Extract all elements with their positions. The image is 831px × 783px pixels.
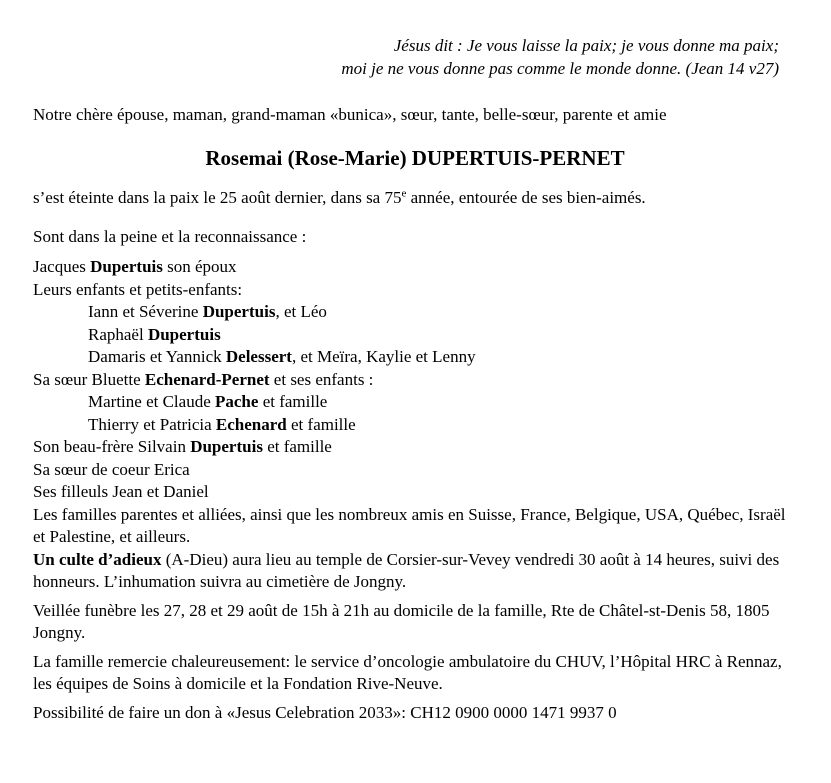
family-surname-bold: Dupertuis <box>202 302 276 321</box>
scripture-quote <box>0 34 779 80</box>
death-announcement <box>33 187 797 209</box>
family-line-text: Les familles parentes et alliées, ainsi que les nombreux amis en Suisse, France, Belgique, USA, Québec, Israël et Palestine, et ailleurs. <box>33 504 786 546</box>
thanks-paragraph: La famille remercie chaleureusement: le service d’oncologie ambulatoire du CHUV, l’Hôpital HRC à Rennaz, les équipes de Soins à domicile et la Fondation Rive-Neuve. <box>33 651 782 693</box>
deceased-name: Rosemai (Rose-Marie) DUPERTUIS-PERNET <box>205 146 625 170</box>
family-surname-bold: Dupertuis <box>90 257 163 276</box>
family-line-text: Martine et Claude <box>88 392 215 411</box>
scripture-quote-line2: moi je ne vous donne pas comme le monde donne. (Jean 14 v27) <box>341 59 779 78</box>
family-line <box>33 504 797 549</box>
family-line-text: Sa sœur Bluette <box>33 369 145 389</box>
family-surname-bold: Dupertuis <box>147 324 221 344</box>
mourning-intro: Sont dans la peine et la reconnaissance : <box>33 227 307 246</box>
family-surname-bold: Delessert <box>225 347 292 366</box>
family-surname-bold: Dupertuis <box>190 437 263 456</box>
family-list <box>33 256 797 594</box>
family-line <box>33 414 797 437</box>
family-line <box>33 346 797 369</box>
family-line-text: et ses enfants : <box>269 369 374 389</box>
family-line-text: , et Meïra, Kaylie et Lenny <box>291 347 476 366</box>
age-superscript: e <box>401 187 407 200</box>
family-line-text: , et Léo <box>275 302 327 321</box>
family-line-text: Son beau-frère Silvain <box>33 437 191 456</box>
family-line <box>33 549 797 594</box>
family-surname-bold: Un culte d’adieux <box>33 549 162 569</box>
family-line <box>33 369 797 392</box>
family-line-text: Sa sœur de coeur Erica <box>33 459 190 479</box>
family-line <box>33 324 797 347</box>
family-line-text: Damaris et Yannick <box>88 347 226 366</box>
family-line-text: Iann et Séverine <box>88 302 203 321</box>
vigil-paragraph: Veillée funèbre les 27, 28 et 29 août de 15h à 21h au domicile de la famille, Rte de Châtel-st-Denis 58, 1805 Jongny. <box>33 600 770 642</box>
scripture-quote-line1: Jésus dit : Je vous laisse la paix; je vous donne ma paix; <box>393 36 779 55</box>
family-line <box>33 459 797 482</box>
family-surname-bold: Pache <box>215 392 259 411</box>
donation-paragraph: Possibilité de faire un don à «Jesus Celebration 2033»: CH12 0900 0000 1471 9937 0 <box>33 702 617 722</box>
family-line <box>33 391 797 414</box>
family-line-text: et famille <box>262 437 332 456</box>
family-line <box>33 256 797 279</box>
family-line-text: Thierry et Patricia <box>88 414 216 434</box>
family-line <box>33 436 797 459</box>
family-line-text: et famille <box>258 392 328 411</box>
family-line-text: (A-Dieu) aura lieu au temple de Corsier-sur-Vevey vendredi 30 août à 14 heures, suivi des honneurs. L’inhumation suivra au cimetière de Jongny. <box>33 549 780 591</box>
family-surname-bold: Echenard-Pernet <box>144 369 270 389</box>
family-line-text: Ses filleuls Jean et Daniel <box>33 482 209 501</box>
death-text-after: année, entourée de ses bien-aimés. <box>406 188 646 207</box>
obituary-content <box>33 104 797 724</box>
family-line-text: Raphaël <box>88 324 148 344</box>
relationship-intro: Notre chère épouse, maman, grand-maman «bunica», sœur, tante, belle-sœur, parente et amie <box>33 105 667 124</box>
family-line <box>33 279 797 302</box>
death-text-before: s’est éteinte dans la paix le 25 août dernier, dans sa 75 <box>33 188 402 207</box>
family-line-text: Leurs enfants et petits-enfants: <box>33 279 243 299</box>
family-line <box>33 301 797 324</box>
family-line <box>33 481 797 504</box>
family-line-text: Jacques <box>33 257 91 276</box>
family-line-text: son époux <box>162 257 237 276</box>
family-line-text: et famille <box>286 414 356 434</box>
family-surname-bold: Echenard <box>215 414 287 434</box>
